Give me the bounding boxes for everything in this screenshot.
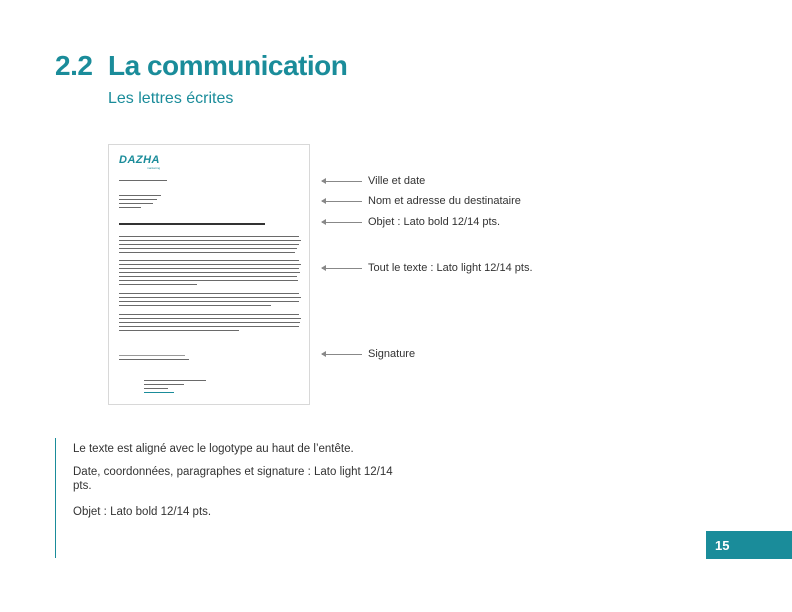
letter-body-line [119,248,297,249]
letter-body-line [119,260,299,261]
letter-footer-line [144,388,168,389]
letter-body-line [119,284,197,285]
letter-body-line [119,268,299,269]
arrow-left-icon [322,181,362,182]
notes-block [55,438,395,558]
letter-recipient-line [119,195,161,196]
letter-body-line [119,322,300,323]
annotation-body [322,262,533,274]
company-logo: DAZHA [119,154,160,166]
letter-recipient-line [119,203,153,204]
annotation-city-date [322,175,425,187]
letter-body-line [119,314,299,315]
annotation-label: Objet : Lato bold 12/14 pts. [368,216,501,228]
note-body-font: Date, coordonnées, paragraphes et signature : Lato light 12/14 pts. [73,466,393,492]
arrow-left-icon [322,201,362,202]
letter-body-line [119,318,301,319]
letter-body-line [119,330,239,331]
page-subtitle: Les lettres écrites [108,90,234,107]
note-subject-font: Objet : Lato bold 12/14 pts. [73,506,212,518]
company-logo-tagline: marketing [147,166,161,170]
annotation-label: Tout le texte : Lato light 12/14 pts. [368,262,533,274]
letter-signature-line [119,359,189,360]
letter-body-line [119,236,299,237]
annotation-signature [322,348,415,360]
page-title: La communication [108,50,348,81]
section-number: 2.2 [55,50,93,81]
arrow-left-icon [322,354,362,355]
letter-footer-link [144,392,174,393]
arrow-left-icon [322,268,362,269]
letter-body-line [119,252,295,253]
annotation-recipient [322,195,521,207]
annotation-label: Ville et date [368,175,426,187]
letter-body-line [119,280,298,281]
letter-recipient-line [119,199,157,200]
annotation-label: Nom et adresse du destinataire [368,195,521,207]
letter-body-line [119,240,301,241]
letter-body-line [119,276,297,277]
letter-body-line [119,244,299,245]
annotation-label: Signature [368,348,416,360]
letter-recipient-line [119,207,141,208]
letter-body-line [119,272,300,273]
letter-date-line [119,180,167,181]
letter-thumbnail [108,144,310,405]
letter-body-line [119,293,299,294]
letter-body-line [119,305,271,306]
annotation-subject [322,216,500,228]
letter-footer-line [144,384,184,385]
letter-body-line [119,297,301,298]
note-alignment: Le texte est aligné avec le logotype au haut de l’entête. [73,443,354,455]
letter-signature-rule [119,355,185,356]
letter-subject-line [119,223,265,225]
arrow-left-icon [322,222,362,223]
letter-body-line [119,326,299,327]
page-number: 15 [706,531,792,559]
letter-body-line [119,301,299,302]
letter-footer-line [144,380,206,381]
letter-body-line [119,264,301,265]
